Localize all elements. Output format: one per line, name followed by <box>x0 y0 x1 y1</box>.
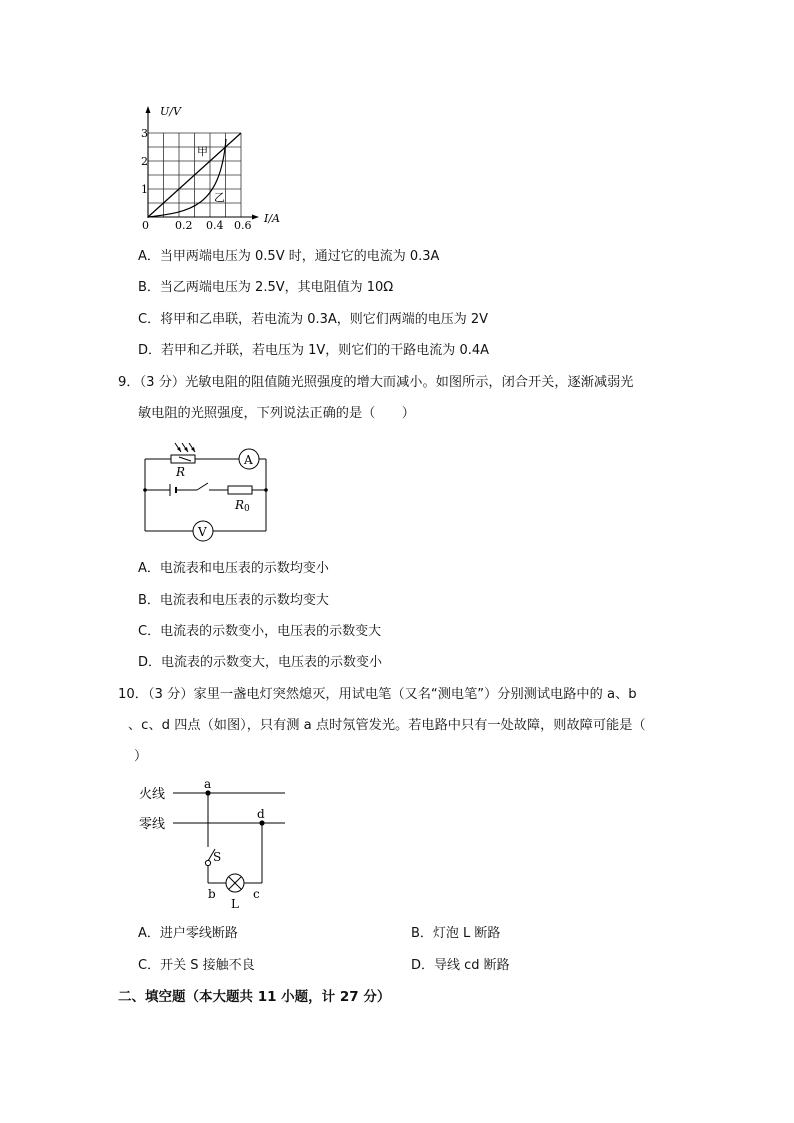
q9-option-a: A．电流表和电压表的示数均变小 <box>138 561 329 576</box>
q8-option-a: A．当甲两端电压为 0.5V 时，通过它的电流为 0.3A <box>138 249 440 264</box>
r0-label: R0 <box>235 498 250 514</box>
q10-household-circuit <box>135 775 295 910</box>
q9-stem-line2: 敏电阻的光照强度，下列说法正确的是（ ） <box>138 406 415 421</box>
x-tick-0.2: 0.2 <box>175 219 193 232</box>
curve-yi <box>148 139 226 217</box>
x-tick-0.6: 0.6 <box>234 219 252 232</box>
lamp-l-label: L <box>231 897 239 910</box>
q9-option-b: B．电流表和电压表的示数均变大 <box>138 593 329 608</box>
point-c-label: c <box>253 887 260 901</box>
q10-option-d: D．导线 cd 断路 <box>411 958 510 973</box>
x-tick-0.4: 0.4 <box>206 219 224 232</box>
point-a-label: a <box>204 777 212 791</box>
q9-option-c: C．电流表的示数变小，电压表的示数变大 <box>138 624 382 639</box>
q10-stem-line2: 、c、d 四点（如图），只有测 a 点时氖管发光。若电路中只有一处故障，则故障可能是（ <box>128 718 646 733</box>
y-tick-3: 3 <box>141 127 148 140</box>
section-heading-fill-in: 二、填空题（本大题共 11 小题，计 27 分） <box>118 989 391 1005</box>
q9-circuit-diagram <box>135 430 280 545</box>
voltmeter-symbol: V <box>198 525 207 539</box>
curve-jia-label: 甲 <box>197 145 208 158</box>
neutral-wire-label: 零线 <box>139 817 166 832</box>
switch-s-label: S <box>213 850 222 864</box>
photoresistor-label: R <box>176 465 186 479</box>
q10-option-c: C．开关 S 接触不良 <box>138 958 255 973</box>
y-tick-2: 2 <box>141 155 148 168</box>
q9-option-d: D．电流表的示数变大，电压表的示数变小 <box>138 655 383 670</box>
x-axis-label: I/A <box>264 212 280 225</box>
q8-option-b: B．当乙两端电压为 2.5V，其电阻值为 10Ω <box>138 280 394 295</box>
q9-stem-line1: 9．（3 分）光敏电阻的阻值随光照强度的增大而减小。如图所示，闭合开关，逐渐减弱光 <box>118 375 634 390</box>
q10-stem-line1: 10．（3 分）家里一盏电灯突然熄灭，用试电笔（又名“测电笔”）分别测试电路中的 a、b <box>118 687 637 702</box>
origin-label: 0 <box>142 219 149 232</box>
live-wire-label: 火线 <box>139 787 166 802</box>
q8-option-c: C．将甲和乙串联，若电流为 0.3A，则它们两端的电压为 2V <box>138 312 489 327</box>
u-i-graph <box>130 100 290 240</box>
q10-stem-line3: ） <box>134 749 148 764</box>
point-b-label: b <box>208 887 216 901</box>
q10-option-a: A．进户零线断路 <box>138 926 238 941</box>
q8-option-d: D．若甲和乙并联，若电压为 1V，则它们的干路电流为 0.4A <box>138 343 490 358</box>
y-axis-label: U/V <box>160 105 181 118</box>
curve-yi-label: 乙 <box>214 191 225 204</box>
y-tick-1: 1 <box>141 183 148 196</box>
ammeter-symbol: A <box>244 453 253 467</box>
point-d-label: d <box>257 807 265 821</box>
q10-option-b: B．灯泡 L 断路 <box>411 926 501 941</box>
